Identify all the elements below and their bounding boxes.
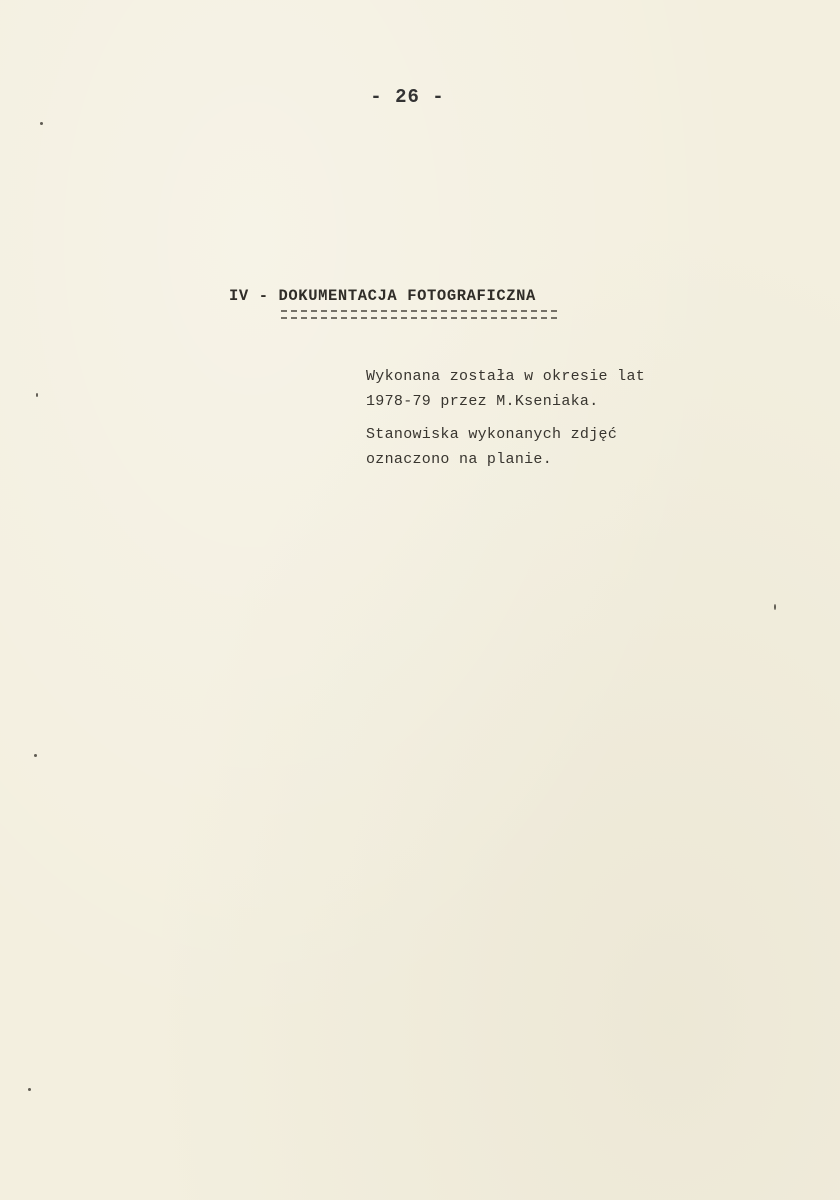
- heading-double-underline: [281, 310, 557, 319]
- paragraph-line: Stanowiska wykonanych zdjęć: [366, 426, 618, 443]
- page-number: - 26 -: [370, 86, 445, 108]
- paper-speck: [34, 754, 37, 757]
- paragraph-line: oznaczono na planie.: [366, 450, 553, 468]
- section-heading-block: [229, 287, 557, 319]
- paragraph-photo-locations: [366, 423, 806, 472]
- body-text: [366, 365, 806, 481]
- paper-speck: [36, 393, 38, 397]
- paper-speck: [28, 1088, 31, 1091]
- paragraph-line: Wykonana została w okresie lat: [366, 368, 646, 385]
- paragraph-photo-date: [366, 365, 806, 414]
- section-heading: IV - DOKUMENTACJA FOTOGRAFICZNA: [229, 287, 536, 305]
- paper-speck: [774, 604, 776, 610]
- paper-speck: [40, 122, 43, 125]
- paragraph-line: 1978-79 przez M.Kseniaka.: [366, 392, 599, 410]
